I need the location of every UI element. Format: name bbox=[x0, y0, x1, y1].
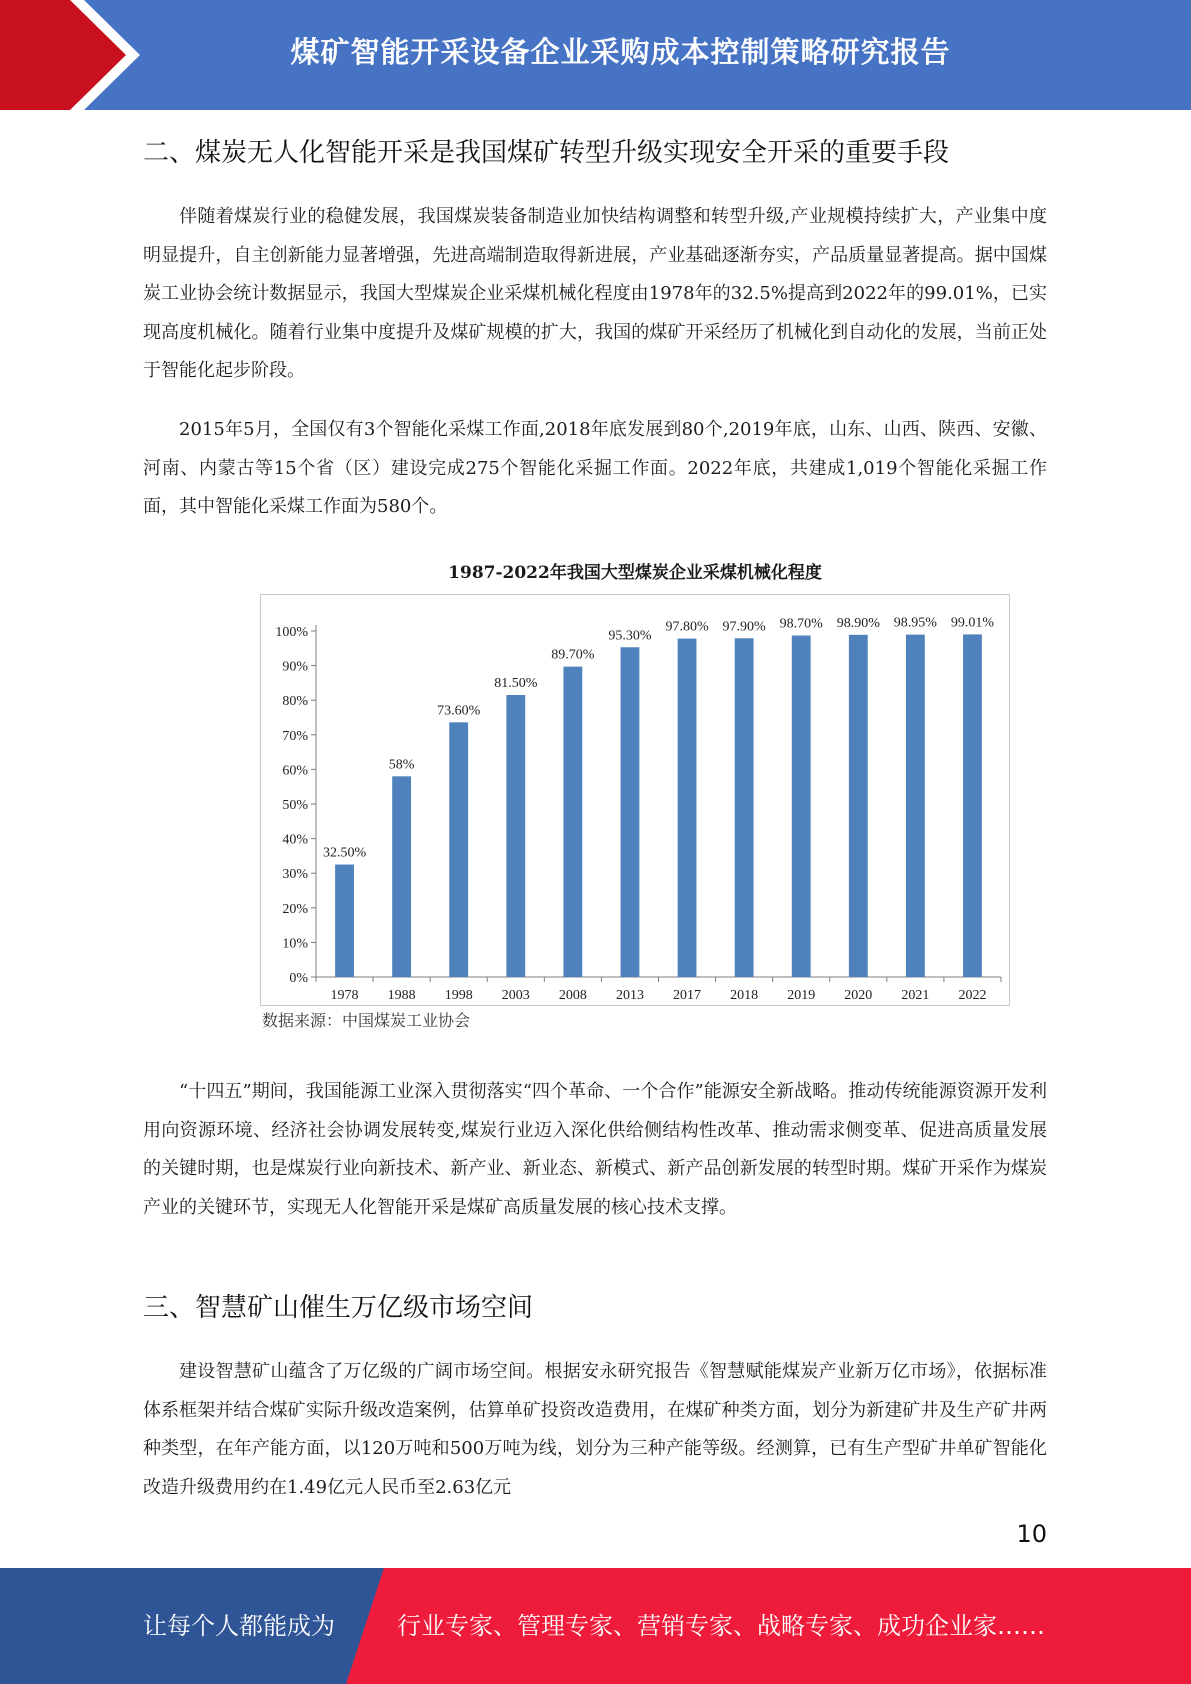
y-tick-label: 40% bbox=[282, 832, 308, 848]
x-tick-label-2018: 2018 bbox=[730, 988, 759, 1003]
data-label-1978: 32.50% bbox=[322, 845, 367, 861]
y-tick-label: 100% bbox=[275, 625, 308, 640]
bar-2008 bbox=[563, 667, 582, 977]
x-tick-label-2021: 2021 bbox=[901, 988, 930, 1003]
data-label-2017: 97.80% bbox=[665, 619, 709, 635]
x-tick-label-2008: 2008 bbox=[558, 988, 587, 1003]
y-tick-label: 90% bbox=[282, 659, 308, 675]
bar-1988 bbox=[392, 776, 411, 977]
data-label-2022: 99.01% bbox=[950, 615, 995, 631]
data-label-1998: 73.60% bbox=[437, 703, 481, 719]
x-tick-label-2019: 2019 bbox=[787, 988, 816, 1003]
section-2-paragraph-2: 2015年5月，全国仅有3个智能化采煤工作面,2018年底发展到80个,2019年底，山东、山西、陕西、安徽、河南、内蒙古等15个省（区）建设完成275个智能化采掘工作面。2022年底，共建成1,019个智能化采掘工作面，其中智能化采煤工作面为580个。 bbox=[143, 419, 1047, 517]
page-footer bbox=[0, 1568, 1191, 1684]
bar-2013 bbox=[621, 647, 640, 977]
bar-2018 bbox=[735, 638, 754, 977]
x-tick-label-2017: 2017 bbox=[673, 988, 702, 1003]
y-tick-label: 30% bbox=[282, 867, 308, 883]
data-label-2008: 89.70% bbox=[551, 647, 595, 663]
data-label-2019: 98.70% bbox=[779, 616, 823, 632]
page-number: 10 bbox=[1016, 1520, 1047, 1548]
report-title: 煤矿智能开采设备企业采购成本控制策略研究报告 bbox=[290, 35, 951, 69]
data-label-2013: 95.30% bbox=[608, 628, 652, 644]
bar-2020 bbox=[849, 635, 868, 977]
data-label-1988: 58% bbox=[388, 757, 415, 773]
bar-2017 bbox=[678, 639, 697, 977]
chart-frame bbox=[260, 594, 1010, 1006]
data-label-2018: 97.90% bbox=[722, 619, 766, 635]
data-label-2003: 81.50% bbox=[494, 676, 538, 692]
bar-2021 bbox=[906, 635, 925, 977]
y-tick-label: 50% bbox=[282, 798, 308, 813]
bar-2003 bbox=[506, 695, 525, 977]
x-tick-label-2003: 2003 bbox=[501, 988, 530, 1003]
bar-1978 bbox=[335, 865, 354, 977]
y-tick-label: 20% bbox=[282, 901, 308, 917]
section-2-paragraph-1: 伴随着煤炭行业的稳健发展，我国煤炭装备制造业加快结构调整和转型升级,产业规模持续扩大，产业集中度明显提升，自主创新能力显著增强，先进高端制造取得新进展，产业基础逐渐夯实，产品质量显著提高。据中国煤炭工业协会统计数据显示，我国大型煤炭企业采煤机械化程度由1978年的32.5%提高到2022年的99.01%，已实现高度机械化。随着行业集中度提升及煤矿规模的扩大，我国的煤矿开采经历了机械化到自动化的发展，当前正处于智能化起步阶段。 bbox=[143, 206, 1047, 381]
chart-title: 1987-2022年我国大型煤炭企业采煤机械化程度 bbox=[448, 563, 822, 583]
bar-1998 bbox=[449, 722, 468, 977]
bar-2022 bbox=[963, 634, 982, 977]
section-2-heading: 二、煤炭无人化智能开采是我国煤矿转型升级实现安全开采的重要手段 bbox=[143, 138, 950, 168]
y-tick-label: 70% bbox=[282, 728, 308, 744]
x-tick-label-2013: 2013 bbox=[615, 988, 644, 1003]
footer-slogan-left: 让每个人都能成为 bbox=[143, 1612, 335, 1640]
bar-chart bbox=[261, 595, 1009, 1005]
y-tick-label: 0% bbox=[289, 971, 308, 986]
page-header bbox=[0, 0, 1191, 110]
data-label-2021: 98.95% bbox=[893, 615, 937, 631]
x-tick-label-2020: 2020 bbox=[844, 988, 873, 1003]
y-tick-label: 80% bbox=[282, 694, 308, 710]
x-tick-label-2022: 2022 bbox=[958, 988, 987, 1003]
footer-slogan-right: 行业专家、管理专家、营销专家、战略专家、成功企业家…… bbox=[397, 1612, 1045, 1640]
section-3-heading: 三、智慧矿山催生万亿级市场空间 bbox=[143, 1293, 534, 1323]
y-tick-label: 10% bbox=[282, 936, 308, 952]
x-tick-label-1998: 1998 bbox=[444, 988, 473, 1003]
bar-2019 bbox=[792, 635, 811, 977]
x-tick-label-1978: 1978 bbox=[330, 988, 359, 1003]
section-2-paragraph-3: “十四五”期间，我国能源工业深入贯彻落实“四个革命、一个合作”能源安全新战略。推动传统能源资源开发利用向资源环境、经济社会协调发展转变,煤炭行业迈入深化供给侧结构性改革、推动需求侧变革、促进高质量发展的关键时期，也是煤炭行业向新技术、新产业、新业态、新模式、新产品创新发展的转型时期。煤矿开采作为煤炭产业的关键环节，实现无人化智能开采是煤矿高质量发展的核心技术支撑。 bbox=[143, 1081, 1047, 1218]
x-tick-label-1988: 1988 bbox=[387, 988, 416, 1003]
header-chevron-icon bbox=[0, 0, 160, 110]
data-label-2020: 98.90% bbox=[836, 615, 880, 631]
y-tick-label: 60% bbox=[282, 763, 308, 779]
section-3-paragraph-1: 建设智慧矿山蕴含了万亿级的广阔市场空间。根据安永研究报告《智慧赋能煤炭产业新万亿市场》，依据标准体系框架并结合煤矿实际升级改造案例，估算单矿投资改造费用，在煤矿种类方面，划分为新建矿井及生产矿井两种类型，在年产能方面，以120万吨和500万吨为线，划分为三种产能等级。经测算，已有生产型矿井单矿智能化改造升级费用约在1.49亿元人民币至2.63亿元 bbox=[143, 1361, 1047, 1498]
chart-source: 数据来源：中国煤炭工业协会 bbox=[262, 1011, 471, 1030]
